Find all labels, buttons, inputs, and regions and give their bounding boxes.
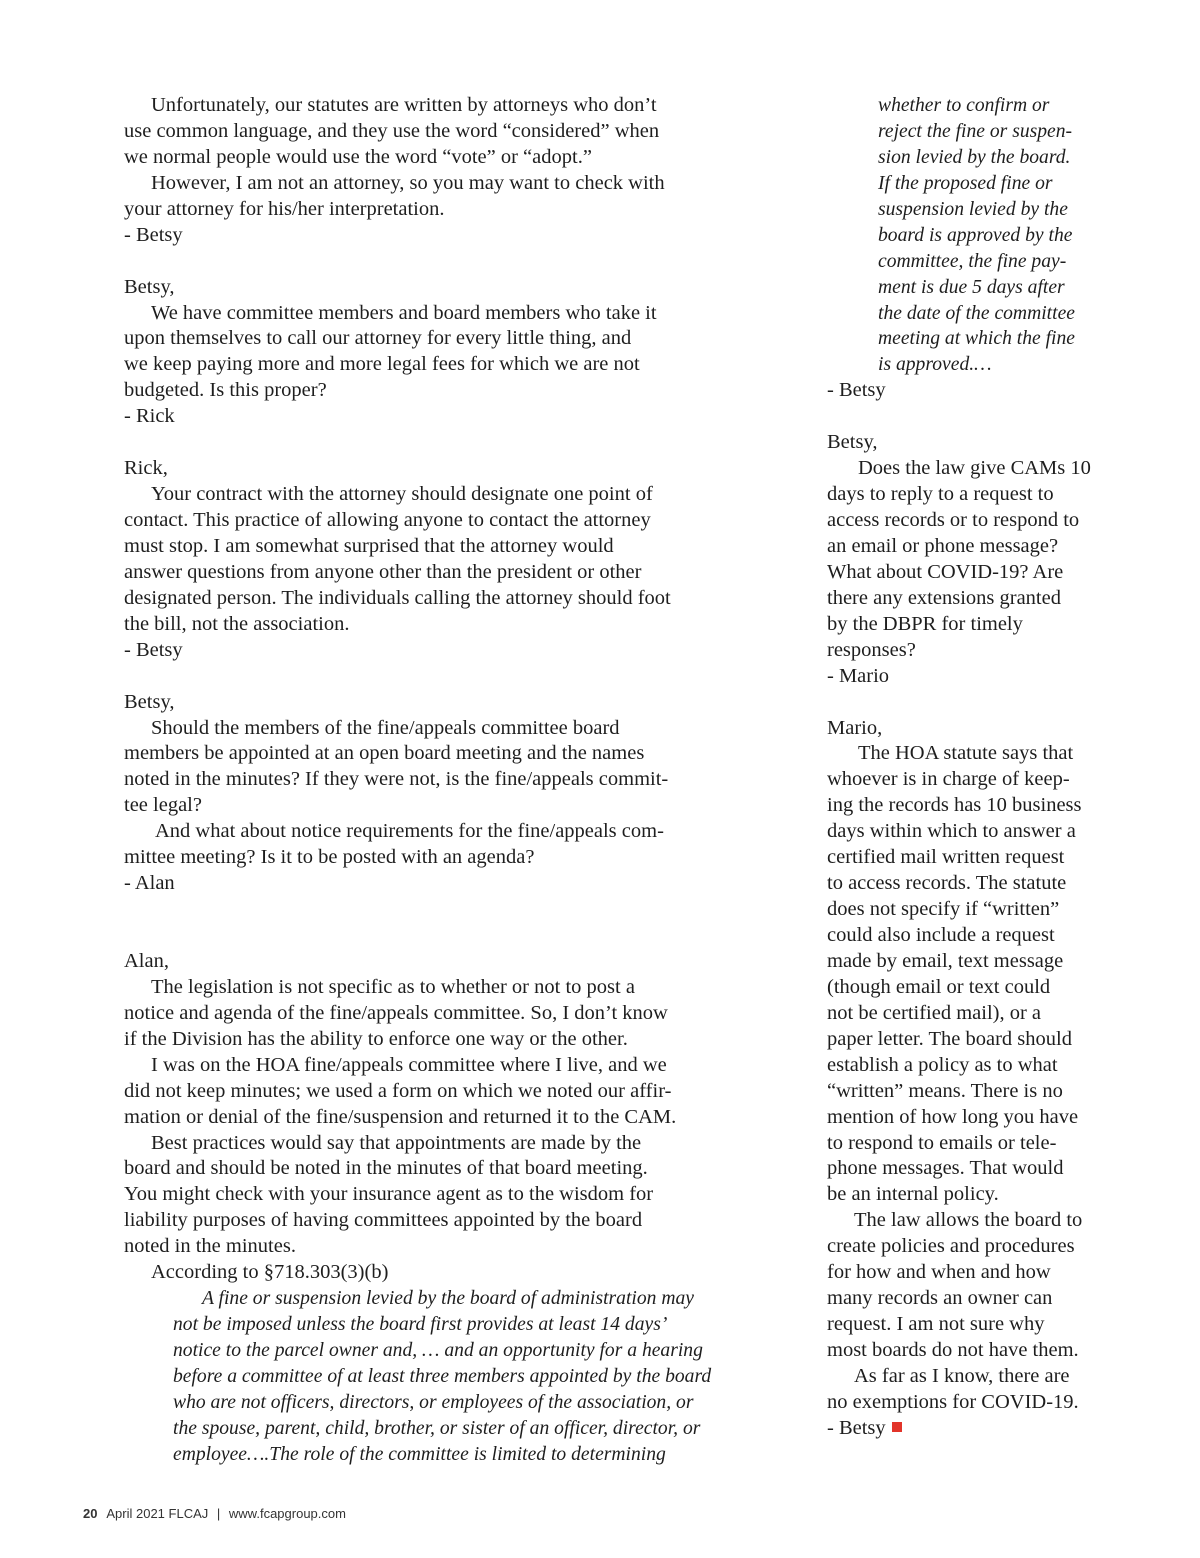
line-text: we keep paying more and more legal fees for which we are not: [124, 353, 640, 376]
paragraph-gap: [124, 249, 764, 275]
text-line: [827, 638, 1127, 664]
left-column: [124, 93, 764, 1468]
line-text: members be appointed at an open board meeting and the names: [124, 742, 645, 765]
line-text: committee, the fine pay-: [878, 250, 1067, 272]
text-line: [827, 1260, 1127, 1286]
text-line: [124, 1131, 764, 1157]
text-line: [827, 1079, 1127, 1105]
line-text: meeting at which the fine: [878, 328, 1075, 350]
text-line: [827, 949, 1127, 975]
text-line: [124, 690, 764, 716]
line-text: an email or phone message?: [827, 534, 1059, 557]
line-text: use common language, and they use the word “considered” when: [124, 119, 660, 142]
text-line: [827, 845, 1127, 871]
line-text: The HOA statute says that: [858, 742, 1074, 765]
line-text: request. I am not sure why: [827, 1313, 1045, 1336]
line-text: Betsy,: [827, 431, 878, 454]
text-line: [827, 664, 1127, 690]
line-text: whoever is in charge of keep-: [827, 768, 1070, 791]
text-line: [827, 1338, 1127, 1364]
line-text: What about COVID-19? Are: [827, 560, 1064, 583]
text-line: [124, 119, 764, 145]
line-text: - Rick: [124, 405, 175, 428]
text-line: [827, 716, 1127, 742]
statute-quote-line: [827, 119, 1127, 145]
line-text: Unfortunately, our statutes are written by attorneys who don’t: [151, 94, 657, 116]
line-text: did not keep minutes; we used a form on which we noted our affir-: [124, 1079, 672, 1102]
line-text: notice and agenda of the fine/appeals committee. So, I don’t know: [124, 1001, 668, 1024]
line-text: mittee meeting? Is it to be posted with an agenda?: [124, 846, 535, 869]
statute-quote-line: [827, 93, 1127, 119]
text-line: [827, 1182, 1127, 1208]
text-line: [124, 197, 764, 223]
line-text: notice to the parcel owner and, … and an opportunity for a hearing: [173, 1340, 703, 1362]
statute-quote-line: [124, 1416, 764, 1442]
text-line: [827, 975, 1127, 1001]
text-line: [827, 923, 1127, 949]
text-line: [124, 560, 764, 586]
text-line: [827, 1364, 1127, 1390]
text-line: [827, 819, 1127, 845]
line-text: - Mario: [827, 664, 890, 687]
text-line: [827, 1416, 1127, 1442]
line-text: must stop. I am somewhat surprised that the attorney would: [124, 534, 614, 557]
text-line: [827, 1208, 1127, 1234]
text-line: [124, 1079, 764, 1105]
line-text: whether to confirm or: [878, 95, 1050, 116]
text-line: [827, 508, 1127, 534]
line-text: - Betsy: [827, 1416, 886, 1439]
line-text: The legislation is not specific as to whether or not to post a: [151, 975, 635, 998]
text-line: [124, 1001, 764, 1027]
line-text: Rick,: [124, 457, 168, 480]
text-line: [124, 819, 764, 845]
line-text: A fine or suspension levied by the board of administration may: [202, 1288, 694, 1310]
line-text: And what about notice requirements for the fine/appeals com-: [155, 820, 664, 843]
line-text: suspension levied by the: [878, 198, 1068, 220]
line-text: If the proposed fine or: [878, 172, 1053, 194]
line-text: most boards do not have them.: [827, 1339, 1079, 1361]
footer-separator: |: [216, 1506, 221, 1521]
text-line: [827, 378, 1127, 404]
line-text: could also include a request: [827, 924, 1055, 946]
text-line: [124, 404, 764, 430]
issue-label: April 2021 FLCAJ: [106, 1506, 209, 1521]
line-text: Alan,: [124, 949, 169, 972]
line-text: - Betsy: [827, 379, 886, 402]
line-text: create policies and procedures: [827, 1235, 1075, 1258]
website-link[interactable]: www.fcapgroup.com: [228, 1506, 346, 1521]
statute-quote-line: [124, 1364, 764, 1390]
statute-quote-line: [827, 171, 1127, 197]
text-line: [827, 586, 1127, 612]
text-line: [124, 145, 764, 171]
line-text: noted in the minutes? If they were not, is the fine/appeals commit-: [124, 768, 669, 791]
line-text: answer questions from anyone other than the president or other: [124, 560, 642, 583]
statute-quote-line: [827, 301, 1127, 327]
line-text: Does the law give CAMs 10: [858, 457, 1091, 480]
line-text: contact. This practice of allowing anyone to contact the attorney: [124, 509, 651, 531]
text-line: [827, 897, 1127, 923]
text-line: [124, 1208, 764, 1234]
line-text: does not specify if “written”: [827, 898, 1060, 921]
text-line: [124, 1182, 764, 1208]
text-line: [124, 1105, 764, 1131]
line-text: board is approved by the: [878, 224, 1073, 246]
line-text: establish a policy as to what: [827, 1053, 1058, 1076]
statute-quote-line: [827, 326, 1127, 352]
text-line: [827, 1131, 1127, 1157]
line-text: the spouse, parent, child, brother, or sister of an officer, director, or: [173, 1417, 701, 1439]
statute-quote-line: [124, 1390, 764, 1416]
line-text: You might check with your insurance agent as to the wisdom for: [124, 1183, 654, 1206]
text-line: [827, 534, 1127, 560]
text-line: [827, 1053, 1127, 1079]
line-text: upon themselves to call our attorney for every little thing, and: [124, 327, 632, 350]
text-line: [827, 482, 1127, 508]
line-text: budgeted. Is this proper?: [124, 379, 327, 402]
text-line: [827, 793, 1127, 819]
text-line: [124, 975, 764, 1001]
line-text: - Alan: [124, 872, 175, 895]
line-text: reject the fine or suspen-: [878, 120, 1073, 142]
text-line: [827, 1105, 1127, 1131]
line-text: tee legal?: [124, 794, 202, 817]
text-line: [827, 1286, 1127, 1312]
line-text: if the Division has the ability to enforce one way or the other.: [124, 1027, 628, 1050]
line-text: We have committee members and board members who take it: [151, 301, 657, 324]
line-text: is approved.…: [878, 354, 992, 376]
text-line: [124, 352, 764, 378]
text-line: [124, 845, 764, 871]
line-text: days to reply to a request to: [827, 483, 1054, 506]
paragraph-gap: [124, 897, 764, 949]
statute-quote-line: [827, 197, 1127, 223]
text-line: [827, 741, 1127, 767]
line-text: Betsy,: [124, 690, 175, 713]
paragraph-gap: [124, 430, 764, 456]
line-text: for how and when and how: [827, 1261, 1051, 1284]
line-text: board and should be noted in the minutes of that board meeting.: [124, 1157, 648, 1180]
text-line: [124, 275, 764, 301]
text-line: [124, 949, 764, 975]
text-line: [124, 1260, 764, 1286]
text-line: [124, 586, 764, 612]
statute-quote-line: [827, 249, 1127, 275]
line-text: to respond to emails or tele-: [827, 1131, 1057, 1154]
statute-quote-line: [827, 275, 1127, 301]
line-text: the bill, not the association.: [124, 612, 350, 635]
text-line: [827, 612, 1127, 638]
statute-quote-line: [827, 352, 1127, 378]
page-footer: [83, 1506, 346, 1521]
line-text: responses?: [827, 638, 916, 661]
line-text: Mario,: [827, 716, 883, 739]
line-text: designated person. The individuals calling the attorney should foot: [124, 586, 671, 609]
line-text: not be imposed unless the board first provides at least 14 days’: [173, 1314, 668, 1336]
text-line: [124, 456, 764, 482]
text-line: [827, 1156, 1127, 1182]
line-text: “written” means. There is no: [827, 1079, 1063, 1102]
line-text: liability purposes of having committees appointed by the board: [124, 1209, 643, 1232]
line-text: However, I am not an attorney, so you may want to check with: [151, 171, 665, 194]
line-text: there any extensions granted: [827, 586, 1061, 609]
line-text: access records or to respond to: [827, 509, 1080, 531]
text-line: [124, 716, 764, 742]
right-column: [827, 93, 1127, 1442]
statute-quote-line: [124, 1338, 764, 1364]
line-text: Your contract with the attorney should designate one point of: [151, 483, 653, 506]
statute-quote-line: [124, 1442, 764, 1468]
line-text: Should the members of the fine/appeals committee board: [151, 716, 620, 739]
line-text: your attorney for his/her interpretation.: [124, 197, 445, 220]
text-line: [827, 1001, 1127, 1027]
text-line: [124, 326, 764, 352]
page-number: 20: [83, 1506, 98, 1521]
line-text: I was on the HOA fine/appeals committee where I live, and we: [151, 1053, 667, 1076]
text-line: [124, 508, 764, 534]
text-line: [827, 1027, 1127, 1053]
line-text: mention of how long you have: [827, 1105, 1079, 1128]
text-line: [124, 793, 764, 819]
text-line: [124, 482, 764, 508]
line-text: made by email, text message: [827, 949, 1064, 972]
text-line: [124, 93, 764, 119]
text-line: [124, 301, 764, 327]
statute-quote-line: [124, 1286, 764, 1312]
line-text: According to §718.303(3)(b): [151, 1261, 389, 1284]
line-text: be an internal policy.: [827, 1183, 999, 1206]
line-text: paper letter. The board should: [827, 1027, 1072, 1050]
text-line: [827, 456, 1127, 482]
text-line: [124, 612, 764, 638]
text-line: [827, 1312, 1127, 1338]
statute-quote-line: [827, 145, 1127, 171]
line-text: As far as I know, there are: [854, 1364, 1070, 1387]
line-text: employee….The role of the committee is limited to determining: [173, 1443, 666, 1465]
text-line: [827, 871, 1127, 897]
line-text: not be certified mail), or a: [827, 1001, 1042, 1024]
statute-quote-line: [827, 223, 1127, 249]
line-text: the date of the committee: [878, 302, 1075, 324]
line-text: Best practices would say that appointments are made by the: [151, 1131, 642, 1154]
line-text: ment is due 5 days after: [878, 276, 1065, 298]
line-text: no exemptions for COVID-19.: [827, 1390, 1079, 1413]
line-text: - Betsy: [124, 638, 183, 661]
text-line: [124, 871, 764, 897]
line-text: (though email or text could: [827, 975, 1051, 998]
paragraph-gap: [124, 664, 764, 690]
text-line: [827, 1234, 1127, 1260]
line-text: - Betsy: [124, 223, 183, 246]
text-line: [124, 223, 764, 249]
text-line: [124, 767, 764, 793]
end-of-article-mark: [892, 1422, 902, 1432]
line-text: to access records. The statute: [827, 872, 1067, 895]
text-line: [827, 560, 1127, 586]
line-text: noted in the minutes.: [124, 1235, 296, 1258]
text-line: [124, 534, 764, 560]
text-line: [124, 1053, 764, 1079]
line-text: days within which to answer a: [827, 820, 1076, 843]
line-text: phone messages. That would: [827, 1157, 1064, 1180]
text-line: [124, 378, 764, 404]
line-text: who are not officers, directors, or employees of the association, or: [173, 1391, 694, 1413]
statute-quote-line: [124, 1312, 764, 1338]
text-line: [124, 1234, 764, 1260]
paragraph-gap: [827, 404, 1127, 430]
line-text: Betsy,: [124, 275, 175, 298]
text-line: [827, 430, 1127, 456]
line-text: by the DBPR for timely: [827, 612, 1023, 635]
line-text: sion levied by the board.: [878, 146, 1071, 168]
line-text: ing the records has 10 business: [827, 794, 1082, 817]
text-line: [827, 1390, 1127, 1416]
line-text: The law allows the board to: [854, 1209, 1083, 1232]
text-line: [124, 1027, 764, 1053]
line-text: mation or denial of the fine/suspension and returned it to the CAM.: [124, 1105, 677, 1128]
line-text: before a committee of at least three members appointed by the board: [173, 1365, 712, 1387]
text-line: [124, 638, 764, 664]
text-line: [124, 741, 764, 767]
line-text: we normal people would use the word “vote” or “adopt.”: [124, 145, 592, 168]
text-line: [124, 171, 764, 197]
line-text: many records an owner can: [827, 1287, 1053, 1310]
line-text: certified mail written request: [827, 846, 1065, 869]
paragraph-gap: [827, 690, 1127, 716]
text-line: [124, 1156, 764, 1182]
text-line: [827, 767, 1127, 793]
